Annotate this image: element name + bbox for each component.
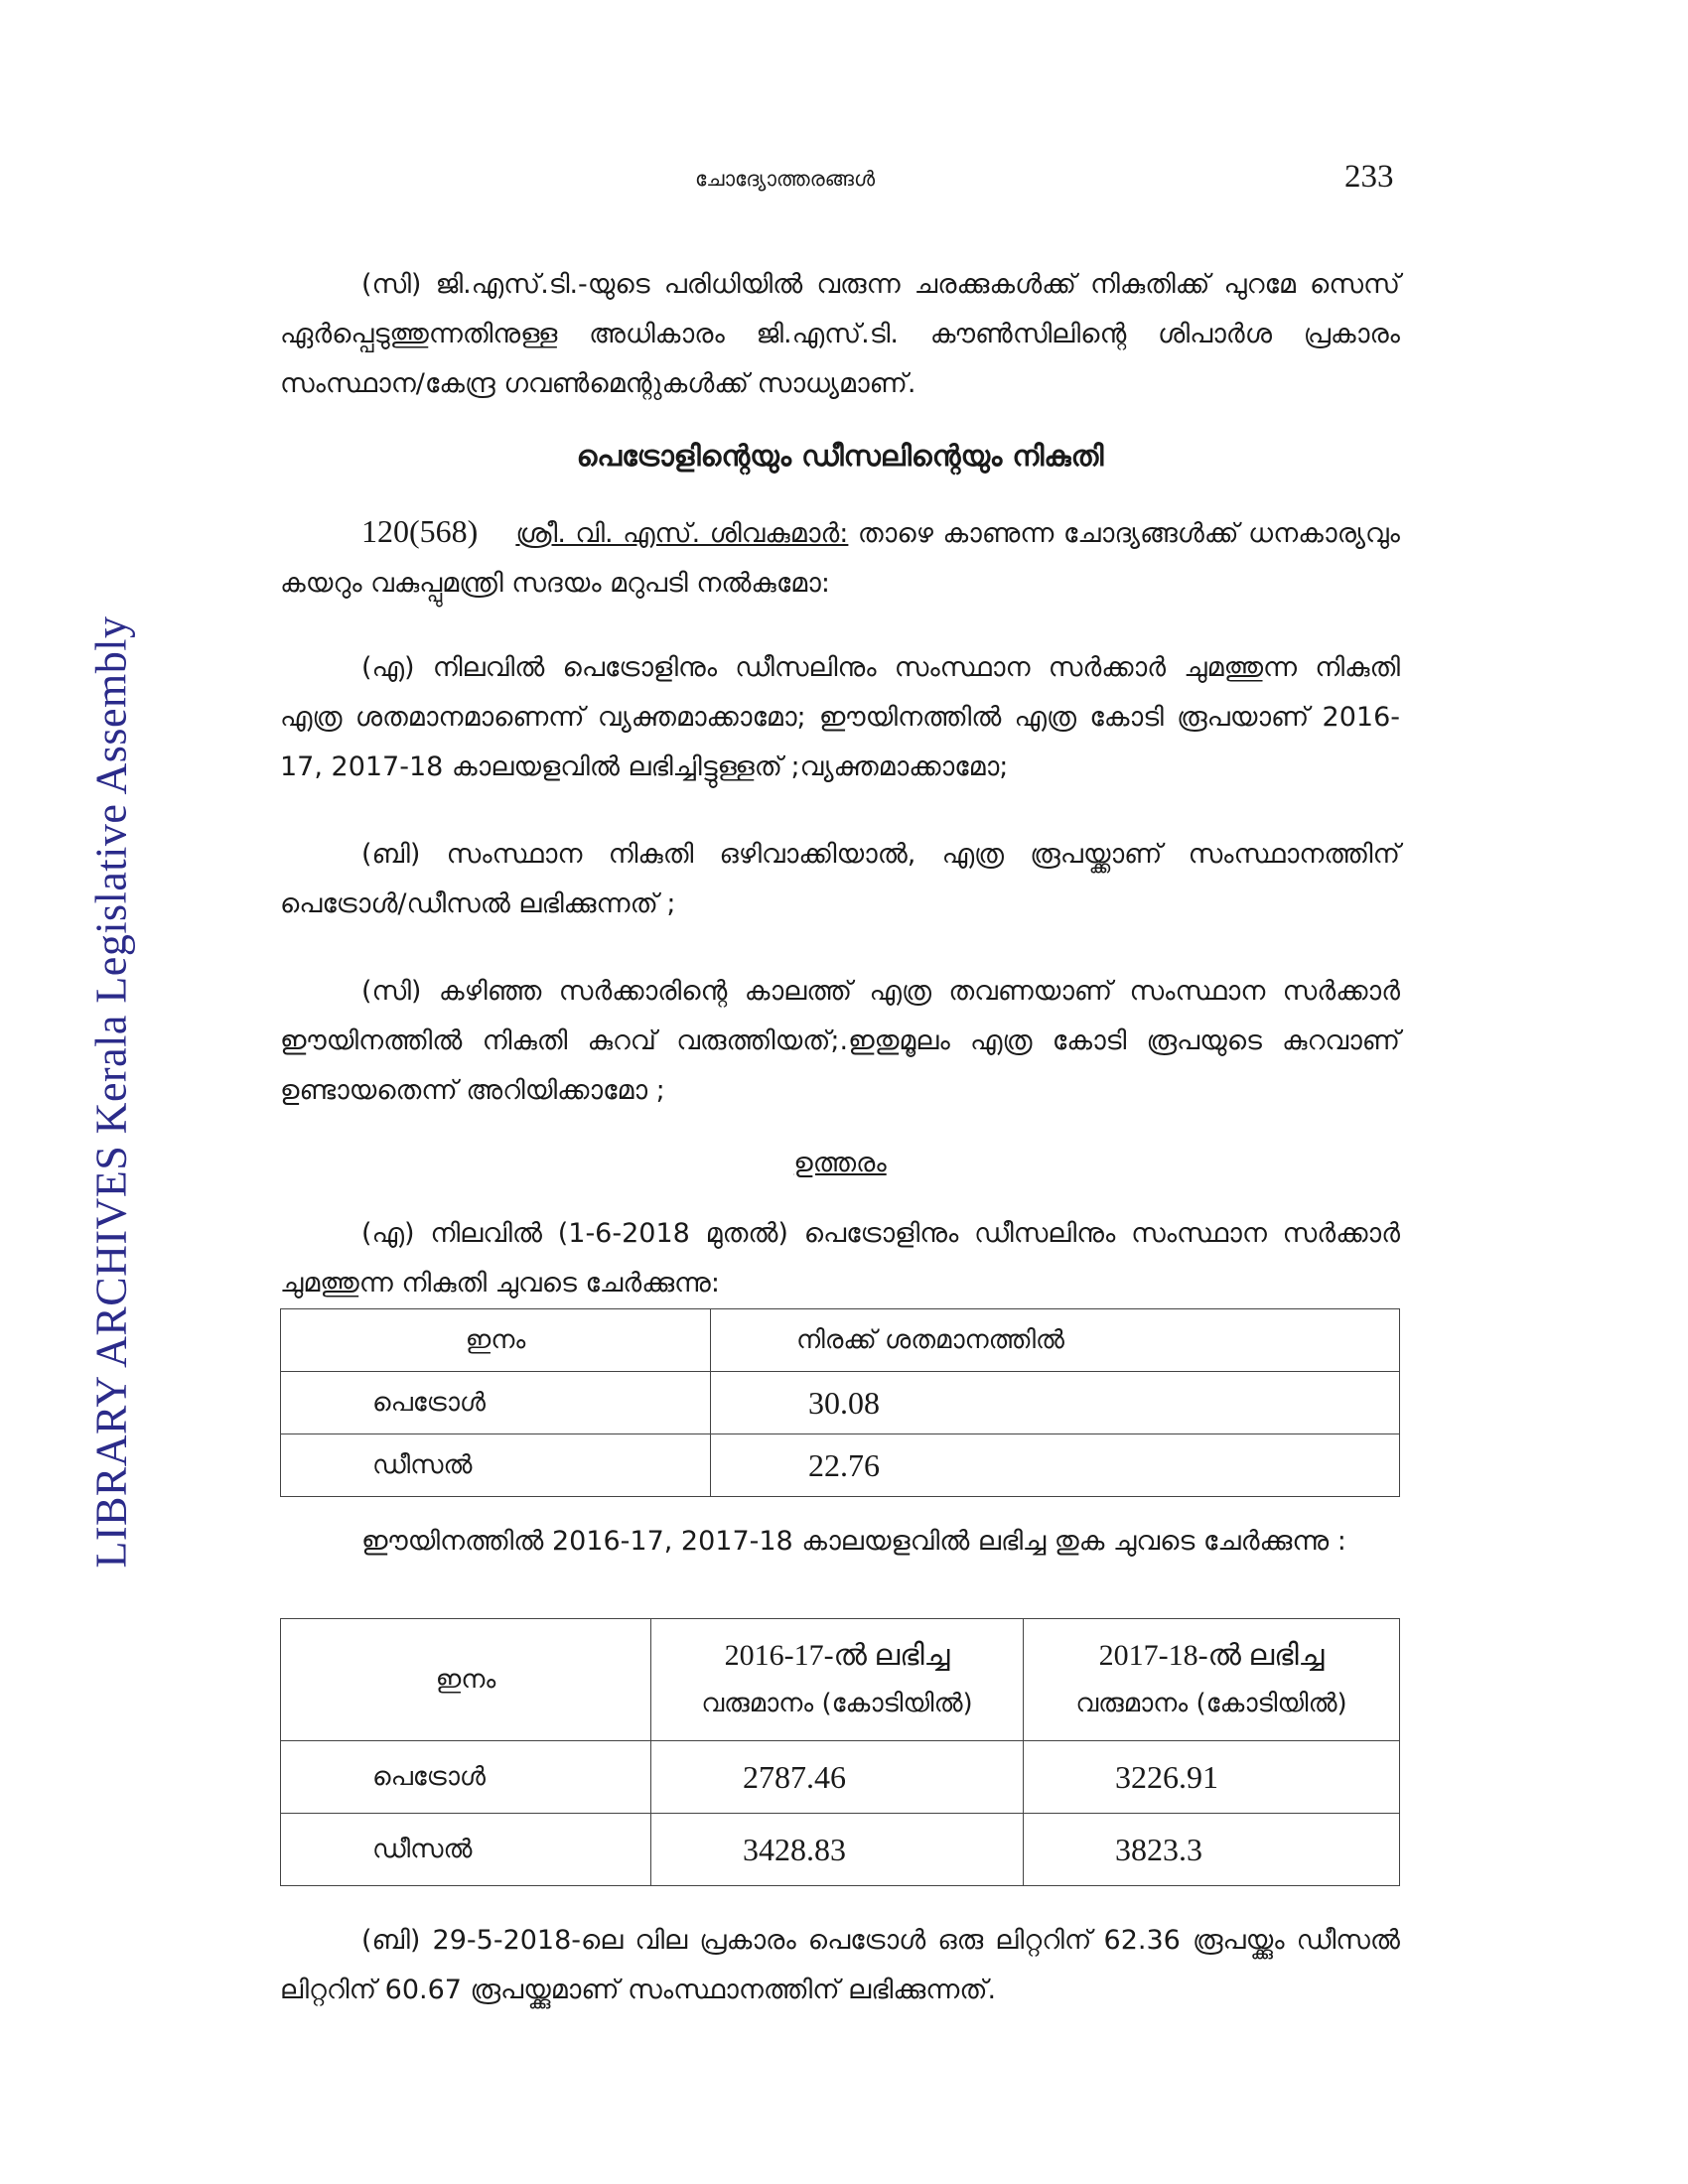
revenue-table — [280, 1618, 1400, 1886]
question-b: (ബി) സംസ്ഥാന നികുതി ഒഴിവാക്കിയാൽ, എത്ര രൂപയ്ക്കാണ് സംസ്ഥാനത്തിന് പെട്രോൾ/ഡീസൽ ലഭിക്കുന്നത് ; — [280, 839, 1400, 919]
table-header-cell: ഇനം — [281, 1619, 651, 1741]
table-row — [281, 1619, 1400, 1741]
member-name: ശ്രീ. വി. എസ്. ശിവകുമാർ: — [515, 518, 849, 549]
table-cell: 22.76 — [711, 1434, 1400, 1497]
answer-a-intro: (എ) നിലവിൽ (1-6-2018 മുതൽ) പെട്രോളിനും ഡീസലിനും സംസ്ഥാന സർക്കാർ ചുമത്തുന്ന നികുതി ചുവടെ ചേർക്കുന്നു: — [280, 1218, 1400, 1298]
table-cell: ഡീസൽ — [281, 1814, 651, 1886]
table-row — [281, 1372, 1400, 1434]
question-intro — [280, 506, 1400, 609]
tax-rate-table — [280, 1308, 1400, 1497]
answer-heading: ഉത്തരം — [793, 1148, 887, 1178]
section-heading: പെട്രോളിന്റെയും ഡീസലിന്റെയും നികുതി — [576, 439, 1104, 473]
table-row — [281, 1814, 1400, 1886]
table-cell: 30.08 — [711, 1372, 1400, 1434]
question-a: (എ) നിലവിൽ പെട്രോളിനും ഡീസലിനും സംസ്ഥാന സർക്കാർ ചുമത്തുന്ന നികുതി എത്ര ശതമാനമാണെന്ന് വ്യക്തമാക്കാമോ; ഈയിനത്തിൽ എത്ര കോടി രൂപയാണ് 2016-17, 2017-18 കാലയളവിൽ ലഭിച്ചിട്ടുള്ളത് ;വ്യക്തമാക്കാമോ; — [280, 652, 1400, 782]
table-header-cell: ഇനം — [281, 1309, 711, 1372]
table-cell: പെട്രോൾ — [281, 1741, 651, 1814]
table-cell: 3226.91 — [1024, 1741, 1400, 1814]
archive-watermark: LIBRARY ARCHIVES Kerala Legislative Assembly — [86, 615, 136, 1569]
header-line: 2016-17-ൽ ലഭിച്ച — [724, 1639, 950, 1672]
table-header-cell: നിരക്ക് ശതമാനത്തിൽ — [711, 1309, 1400, 1372]
question-number: 120(568) — [361, 513, 479, 549]
table-row — [281, 1309, 1400, 1372]
header-line: വരുമാനം (കോടിയിൽ) — [701, 1689, 973, 1718]
table-cell: ഡീസൽ — [281, 1434, 711, 1497]
table-header-cell — [651, 1619, 1024, 1741]
page-header-title: ചോദ്യോത്തരങ്ങൾ — [695, 167, 876, 191]
table-cell: 3428.83 — [651, 1814, 1024, 1886]
table-cell: 2787.46 — [651, 1741, 1024, 1814]
page-number: 233 — [1344, 159, 1394, 195]
previous-answer-c: (സി) ജി.എസ്.ടി.-യുടെ പരിധിയിൽ വരുന്ന ചരക്കുകൾക്ക് നികുതിക്ക് പുറമേ സെസ് ഏർപ്പെടുത്തുന്നതിനുള്ള അധികാരം ജി.എസ്.ടി. കൗൺസിലിന്റെ ശിപാർശ പ്രകാരം സംസ്ഥാന/കേന്ദ്ര ഗവൺമെന്റുകൾക്ക് സാധ്യമാണ്. — [280, 269, 1400, 399]
table-row — [281, 1434, 1400, 1497]
question-c: (സി) കഴിഞ്ഞ സർക്കാരിന്റെ കാലത്ത് എത്ര തവണയാണ് സംസ്ഥാന സർക്കാർ ഈയിനത്തിൽ നികുതി കുറവ് വരുത്തിയത്;.ഇതുമൂലം എത്ര കോടി രൂപയുടെ കുറവാണ് ഉണ്ടായതെന്ന് അറിയിക്കാമോ ; — [280, 976, 1400, 1106]
question-intro-text: താഴെ കാണുന്ന ചോദ്യങ്ങൾക്ക് ധനകാര്യവും കയറും വകുപ്പുമന്ത്രി സദയം മറുപടി നൽകുമോ: — [280, 518, 1400, 599]
revenue-intro: ഈയിനത്തിൽ 2016-17, 2017-18 കാലയളവിൽ ലഭിച്ച തുക ചുവടെ ചേർക്കുന്നു : — [361, 1526, 1346, 1557]
table-header-cell — [1024, 1619, 1400, 1741]
header-line: 2017-18-ൽ ലഭിച്ച — [1098, 1639, 1325, 1672]
answer-b: (ബി) 29-5-2018-ലെ വില പ്രകാരം പെട്രോൾ ഒരു ലിറ്ററിന് 62.36 രൂപയ്ക്കും ഡീസൽ ലിറ്ററിന് 60.67 രൂപയ്ക്കുമാണ് സംസ്ഥാനത്തിന് ലഭിക്കുന്നത്. — [280, 1925, 1400, 2005]
header-line: വരുമാനം (കോടിയിൽ) — [1075, 1689, 1347, 1718]
table-row — [281, 1741, 1400, 1814]
table-cell: 3823.3 — [1024, 1814, 1400, 1886]
table-cell: പെട്രോൾ — [281, 1372, 711, 1434]
